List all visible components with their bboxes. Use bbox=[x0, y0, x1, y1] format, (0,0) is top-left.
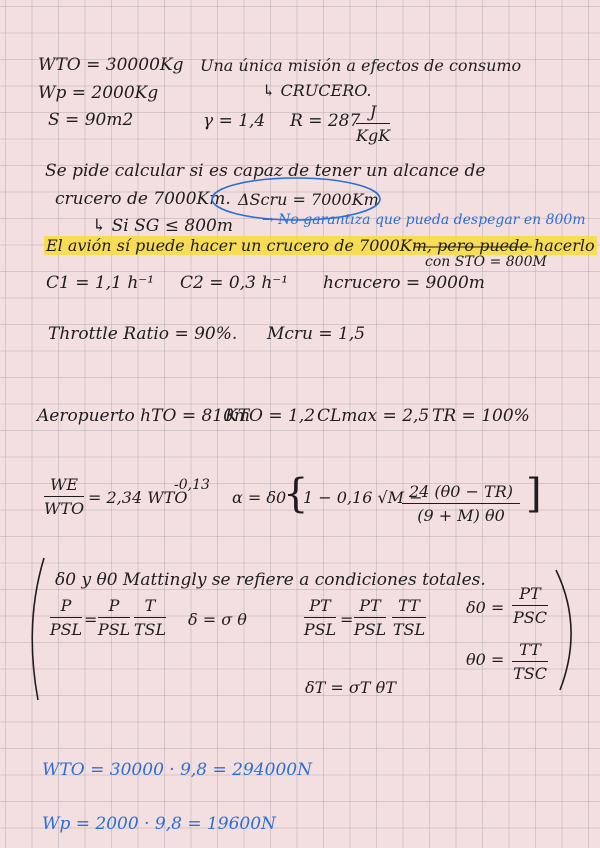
left-parenthesis bbox=[32, 558, 44, 700]
answer-line bbox=[44, 238, 597, 254]
clmax-value: CLmax = 2,5 bbox=[317, 406, 430, 426]
wto-newton: WTO = 30000 · 9,8 = 294000N bbox=[42, 760, 312, 780]
p-den-2: PSL bbox=[97, 620, 131, 639]
mattingly-title: δ0 y θ0 Mattingly se refiere a condiciones totales. bbox=[55, 570, 486, 590]
wto-given: WTO = 30000Kg bbox=[38, 55, 184, 75]
surface-given: S = 90m2 bbox=[48, 110, 134, 130]
c1-value: C1 = 1,1 h⁻¹ bbox=[46, 273, 155, 293]
si-sg: ↳ Si SG ≤ 800m bbox=[92, 216, 233, 236]
we-den: WTO bbox=[43, 499, 85, 518]
alpha-lhs: α = δ0 bbox=[232, 488, 287, 507]
r-value: R = 287 bbox=[290, 111, 361, 131]
answer-con: con STO = 800M bbox=[425, 254, 547, 270]
delta0-bar bbox=[512, 605, 548, 606]
tt-num: TT bbox=[398, 596, 420, 615]
tt-bar bbox=[392, 617, 426, 618]
p-num: P bbox=[60, 596, 72, 615]
p-num-2: P bbox=[108, 596, 120, 615]
pt-den: PSL bbox=[303, 620, 337, 639]
theta0-den: TSC bbox=[513, 664, 547, 683]
answer-highlight: El avión sí puede hacer un crucero de 7000Km, pero puede hacerlo bbox=[46, 236, 595, 255]
pt-psl-fraction bbox=[304, 596, 336, 639]
p-psl-fraction-2 bbox=[98, 596, 130, 639]
r-units-den: KgK bbox=[356, 126, 391, 145]
alpha-fraction bbox=[402, 482, 520, 525]
theta0-num: TT bbox=[519, 640, 541, 659]
alpha-right-bracket: ] bbox=[526, 471, 542, 517]
p-bar bbox=[50, 617, 82, 618]
alpha-mid: 1 − 0,16 √M − bbox=[303, 488, 423, 507]
eq-1: = bbox=[84, 610, 98, 629]
wp-given: Wp = 2000Kg bbox=[38, 83, 159, 103]
airport-h: Aeropuerto hTO = 810m bbox=[37, 406, 251, 426]
wp-newton: Wp = 2000 · 9,8 = 19600N bbox=[42, 814, 276, 834]
alpha-left-brace: { bbox=[283, 471, 309, 517]
kto-value: KTO = 1,2 bbox=[225, 406, 316, 426]
t-bar bbox=[134, 617, 166, 618]
t-den: TSL bbox=[133, 620, 167, 639]
alpha-num: 24 (θ0 − TR) bbox=[408, 482, 514, 501]
p-den: PSL bbox=[49, 620, 83, 639]
delta-scru: ΔScru = 7000Km bbox=[238, 190, 379, 209]
t-tsl-fraction bbox=[134, 596, 166, 639]
delta0-num: PT bbox=[519, 584, 541, 603]
m-cru: Mcru = 1,5 bbox=[267, 324, 366, 344]
t-num: T bbox=[144, 596, 156, 615]
deltat-eq: δT = σT θT bbox=[305, 678, 396, 697]
tt-den: TSL bbox=[392, 620, 426, 639]
we-rhs: = 2,34 WTO bbox=[88, 488, 188, 507]
theta0-label: θ0 = bbox=[466, 650, 505, 669]
eq-2: = bbox=[340, 610, 354, 629]
delta-sigma-theta: δ = σ θ bbox=[188, 610, 247, 629]
p-bar-2 bbox=[98, 617, 130, 618]
crucero-text: ↳ CRUCERO. bbox=[262, 81, 372, 100]
tt-tsl-fraction bbox=[392, 596, 426, 639]
r-units bbox=[356, 102, 390, 145]
pt-den-2: PSL bbox=[353, 620, 387, 639]
right-parenthesis bbox=[556, 570, 571, 690]
delta0-den: PSC bbox=[513, 608, 547, 627]
p-psl-fraction bbox=[50, 596, 82, 639]
r-units-num: J bbox=[369, 102, 377, 121]
throttle-ratio: Throttle Ratio = 90%. bbox=[48, 324, 238, 344]
delta0-label: δ0 = bbox=[466, 598, 505, 617]
theta0-bar bbox=[512, 661, 548, 662]
r-units-bar bbox=[356, 123, 390, 124]
no-garantiza-note: → No garantiza que pueda despegar en 800m bbox=[262, 212, 586, 228]
we-wto-fraction bbox=[44, 475, 84, 518]
pt-num-2: PT bbox=[359, 596, 381, 615]
pt-psl-fraction-2 bbox=[354, 596, 386, 639]
delta0-fraction bbox=[512, 584, 548, 627]
we-exponent: -0,13 bbox=[174, 477, 210, 493]
theta0-fraction bbox=[512, 640, 548, 683]
pt-num: PT bbox=[309, 596, 331, 615]
c2-value: C2 = 0,3 h⁻¹ bbox=[180, 273, 289, 293]
we-num: WE bbox=[49, 475, 79, 494]
mission-text: Una única misión a efectos de consumo bbox=[200, 56, 522, 75]
gamma-value: γ = 1,4 bbox=[203, 111, 266, 131]
pt-bar-2 bbox=[354, 617, 386, 618]
alpha-bar bbox=[402, 503, 520, 504]
question-line2: crucero de 7000Km. bbox=[55, 189, 231, 209]
tr-value: TR = 100% bbox=[432, 406, 530, 426]
h-crucero: hcrucero = 9000m bbox=[323, 273, 485, 293]
pt-bar bbox=[304, 617, 336, 618]
alpha-den: (9 + M) θ0 bbox=[417, 506, 505, 525]
question-line1: Se pide calcular si es capaz de tener un alcance de bbox=[45, 161, 486, 181]
we-bar bbox=[44, 496, 84, 497]
